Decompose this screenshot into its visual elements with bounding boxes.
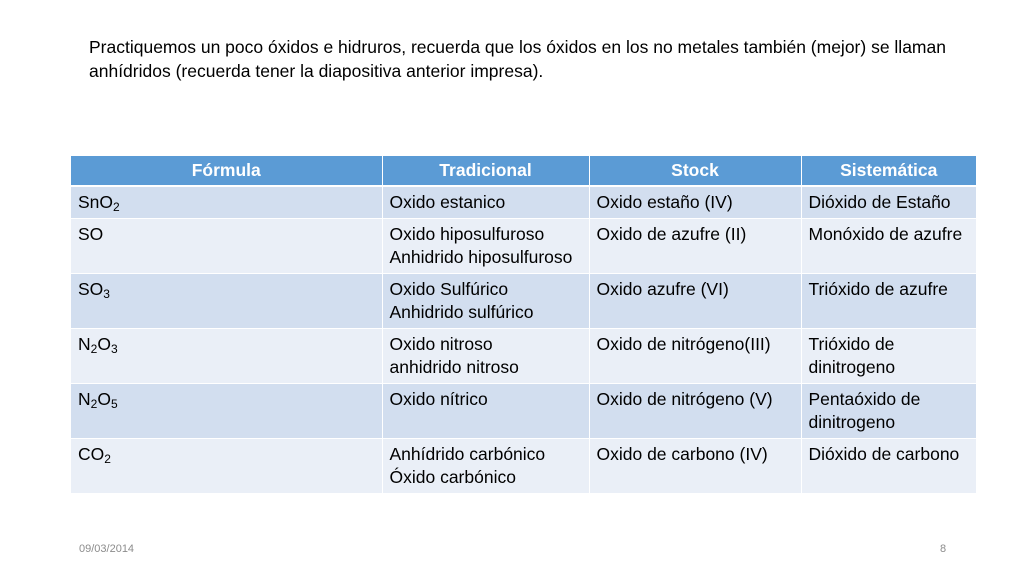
cell-tradicional (382, 186, 589, 219)
header-tradicional: Tradicional (382, 156, 589, 186)
cell-line: Oxido azufre (VI) (596, 279, 729, 299)
cell-formula (71, 329, 382, 384)
footer-date: 09/03/2014 (79, 543, 135, 555)
cell-line: Pentaóxido de (808, 389, 921, 409)
table-row (71, 329, 976, 384)
table-row (71, 274, 976, 329)
header-stock: Stock (589, 156, 801, 186)
cell-sistematica (801, 384, 976, 439)
cell-line: Oxido de nitrógeno(III) (596, 334, 771, 354)
cell-line: Oxido de carbono (IV) (596, 444, 768, 464)
cell-tradicional (382, 219, 589, 274)
formula-part: SO (78, 224, 104, 244)
cell-sistematica (801, 219, 976, 274)
cell-line: Anhídrido carbónico (389, 444, 546, 464)
cell-line: Oxido estanico (389, 192, 506, 212)
formula-part: 2 (90, 397, 98, 411)
cell-line: Anhidrido sulfúrico (389, 302, 534, 322)
formula-part: N (78, 334, 91, 354)
cell-tradicional (382, 384, 589, 439)
cell-stock (589, 274, 801, 329)
cell-stock (589, 439, 801, 494)
cell-stock (589, 219, 801, 274)
formula-part: 2 (104, 452, 111, 466)
cell-line: Trióxido de azufre (808, 279, 948, 299)
cell-line: Oxido nitroso (389, 334, 493, 354)
cell-line: Oxido de nitrógeno (V) (596, 389, 773, 409)
header-sistematica: Sistemática (801, 156, 976, 186)
cell-line: Anhidrido hiposulfuroso (389, 247, 573, 267)
slide-number: 8 (940, 543, 947, 555)
cell-sistematica (801, 274, 976, 329)
cell-line: Oxido hiposulfuroso (389, 224, 545, 244)
cell-line: Trióxido de (808, 334, 895, 354)
intro-text: Practiquemos un poco óxidos e hidruros, recuerda que los óxidos en los no metales también (mejor) se llaman anhídridos (recuerda tener la diapositiva anterior impresa). (89, 37, 946, 81)
table-row (71, 186, 976, 219)
cell-line: Óxido carbónico (389, 467, 516, 487)
cell-sistematica (801, 439, 976, 494)
cell-line: dinitrogeno (808, 412, 896, 432)
formula-part: N (78, 389, 91, 409)
formula-part: 2 (113, 200, 120, 214)
formula-part: 3 (103, 287, 110, 301)
cell-formula (71, 439, 382, 494)
cell-stock (589, 384, 801, 439)
cell-formula (71, 219, 382, 274)
cell-formula (71, 186, 382, 219)
table-row (71, 384, 976, 439)
cell-line: Monóxido de azufre (808, 224, 963, 244)
cell-formula (71, 384, 382, 439)
table-row (71, 439, 976, 494)
cell-stock (589, 186, 801, 219)
formula-part: CO (78, 444, 105, 464)
cell-tradicional (382, 274, 589, 329)
table-header-row (71, 156, 976, 186)
formula-part: 3 (110, 342, 118, 356)
cell-line: dinitrogeno (808, 357, 896, 377)
cell-sistematica (801, 186, 976, 219)
table-row (71, 219, 976, 274)
cell-tradicional (382, 439, 589, 494)
cell-stock (589, 329, 801, 384)
cell-formula (71, 274, 382, 329)
cell-line: Dióxido de carbono (808, 444, 960, 464)
cell-line: Dióxido de Estaño (808, 192, 951, 212)
formula-part: SO (78, 279, 104, 299)
cell-line: Oxido estaño (IV) (596, 192, 733, 212)
formula-part: 2 (90, 342, 98, 356)
cell-sistematica (801, 329, 976, 384)
formula-part: SnO (78, 192, 114, 212)
formula-part: 5 (110, 397, 118, 411)
cell-line: anhidrido nitroso (389, 357, 519, 377)
cell-line: Oxido Sulfúrico (389, 279, 509, 299)
cell-line: Oxido nítrico (389, 389, 488, 409)
cell-tradicional (382, 329, 589, 384)
header-formula: Fórmula (71, 156, 382, 186)
formula-part: O (97, 334, 111, 354)
formula-part: O (97, 389, 111, 409)
cell-line: Oxido de azufre (II) (596, 224, 747, 244)
oxides-table (71, 156, 976, 494)
